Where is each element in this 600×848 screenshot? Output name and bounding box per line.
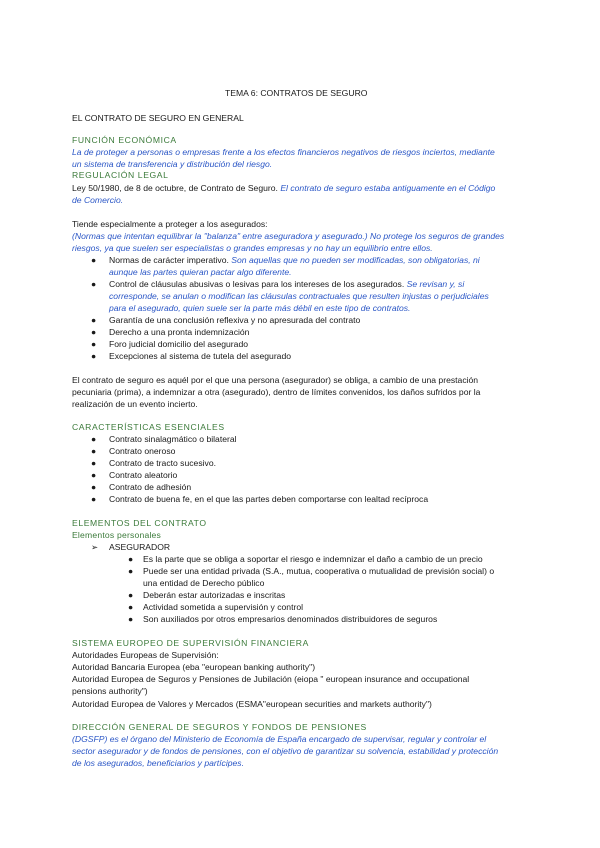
direccion-heading: DIRECCIÓN GENERAL DE SEGUROS Y FONDOS DE PENSIONES	[72, 722, 367, 732]
definicion-line-3: realización de un evento incierto.	[72, 399, 198, 409]
elementos-subheading: Elementos personales	[72, 530, 162, 540]
sistema-line-3: Autoridad Europea de Seguros y Pensiones de Jubilación (eiopa " european insurance and occupational	[72, 674, 470, 684]
bullet-icon: ●	[91, 446, 97, 456]
tiende-heading: Tiende especialmente a proteger a los asegurados:	[72, 219, 268, 229]
bullet-icon: ●	[91, 255, 97, 265]
sistema-line-2: Autoridad Bancaria Europea (eba "european banking authority")	[72, 662, 316, 672]
regulacion-heading: REGULACIÓN LEGAL	[72, 170, 169, 180]
regulacion-note-2: de Comercio.	[72, 195, 124, 205]
bullet-icon: ●	[91, 434, 97, 444]
section-title: EL CONTRATO DE SEGURO EN GENERAL	[72, 113, 244, 123]
tiende-bullet-3: Garantía de una conclusión reflexiva y no apresurada del contrato	[109, 315, 361, 325]
asegurador-item-2b: una entidad de Derecho público	[143, 578, 265, 588]
caracteristica-item: Contrato aleatorio	[109, 470, 178, 480]
bullet-icon: ●	[91, 339, 97, 349]
tiende-note-2: riesgos, ya que suelen ser especialistas o grandes empresas y no hay un equilibrio entre ellos.	[72, 243, 433, 253]
regulacion-note-1: El contrato de seguro estaba antiguamente en el Código	[280, 183, 496, 193]
tiende-note-1: (Normas que intentan equilibrar la "balanza" entre aseguradora y asegurado.) No protege los seguros de grandes	[72, 231, 505, 241]
caracteristica-item: Contrato sinalagmático o bilateral	[109, 434, 237, 444]
tiende-bullet-2-text: Control de cláusulas abusivas o lesivas para los intereses de los asegurados.	[109, 279, 405, 289]
tiende-bullet-1-note: Son aquellas que no pueden ser modificadas, son obligatorias, ni	[231, 255, 480, 265]
bullet-icon: ●	[91, 279, 97, 289]
asegurador-item-5: Son auxiliados por otros empresarios denominados distribuidores de seguros	[143, 614, 438, 624]
caracteristica-item: Contrato de adhesión	[109, 482, 192, 492]
tiende-bullet-4: Derecho a una pronta indemnización	[109, 327, 250, 337]
document-title: TEMA 6: CONTRATOS DE SEGURO	[225, 88, 368, 98]
bullet-icon: ●	[91, 315, 97, 325]
definicion-line-2: pecuniaria (prima), a indemnizar a otra (asegurado), dentro de límites convenidos, los daños sufridos por la	[72, 387, 481, 397]
bullet-icon: ●	[128, 566, 134, 576]
sistema-line-5: Autoridad Europea de Valores y Mercados (ESMA"european securities and markets authority")	[72, 699, 432, 709]
bullet-icon: ●	[128, 590, 134, 600]
caracteristica-item: Contrato oneroso	[109, 446, 176, 456]
tiende-bullet-1-text: Normas de carácter imperativo.	[109, 255, 229, 265]
tiende-bullet-2	[109, 278, 464, 290]
direccion-line-2: sector asegurador y de fondos de pensiones, con el objetivo de garantizar su solvencia, estabilidad y protección	[72, 746, 499, 756]
tiende-bullet-1	[109, 254, 480, 266]
sistema-heading: SISTEMA EUROPEO DE SUPERVISIÓN FINANCIERA	[72, 638, 309, 648]
tiende-bullet-6: Excepciones al sistema de tutela del asegurado	[109, 351, 292, 361]
funcion-heading: FUNCIÓN ECONÓMICA	[72, 135, 177, 145]
tiende-bullet-2-note: Se revisan y, si	[406, 279, 465, 289]
bullet-icon: ●	[91, 482, 97, 492]
bullet-icon: ●	[128, 602, 134, 612]
arrow-icon: ➢	[91, 542, 99, 552]
regulacion-law: Ley 50/1980, de 8 de octubre, de Contrato de Seguro.	[72, 183, 278, 193]
direccion-line-3: de los asegurados, beneficiarios y partícipes.	[72, 758, 244, 768]
funcion-text-2: un sistema de transferencia y distribución del riesgo.	[72, 159, 273, 169]
tiende-bullet-2-note-3: para el asegurado, quien suele ser la parte más débil en este tipo de contratos.	[109, 303, 411, 313]
bullet-icon: ●	[128, 554, 134, 564]
funcion-text-1: La de proteger a personas o empresas frente a los efectos financieros negativos de riesgos inciertos, mediante	[72, 147, 495, 157]
bullet-icon: ●	[128, 614, 134, 624]
sistema-line-4: pensions authority")	[72, 686, 148, 696]
caracteristica-item: Contrato de buena fe, en el que las partes deben comportarse con lealtad recíproca	[109, 494, 429, 504]
sistema-line-1: Autoridades Europeas de Supervisión:	[72, 650, 219, 660]
bullet-icon: ●	[91, 327, 97, 337]
bullet-icon: ●	[91, 494, 97, 504]
elementos-heading: ELEMENTOS DEL CONTRATO	[72, 518, 207, 528]
tiende-bullet-5: Foro judicial domicilio del asegurado	[109, 339, 249, 349]
bullet-icon: ●	[91, 351, 97, 361]
regulacion-line-1	[72, 182, 495, 194]
caracteristica-item: Contrato de tracto sucesivo.	[109, 458, 216, 468]
bullet-icon: ●	[91, 470, 97, 480]
caracteristicas-heading: CARACTERÍSTICAS ESENCIALES	[72, 422, 225, 432]
asegurador-item-4: Actividad sometida a supervisión y control	[143, 602, 304, 612]
tiende-bullet-2-note-2: corresponde, se anulan o modifican las cláusulas contractuales que resulten injustas o perjudiciales	[109, 291, 489, 301]
asegurador-item-3: Deberán estar autorizadas e inscritas	[143, 590, 286, 600]
asegurador-item-1: Es la parte que se obliga a soportar el riesgo e indemnizar el daño a cambio de un precio	[143, 554, 483, 564]
asegurador-label: ASEGURADOR	[109, 542, 171, 552]
asegurador-item-2a: Puede ser una entidad privada (S.A., mutua, cooperativa o mutualidad de previsión social) o	[143, 566, 495, 576]
direccion-line-1: (DGSFP) es el órgano del Ministerio de Economía de España encargado de supervisar, regular y controlar el	[72, 734, 487, 744]
bullet-icon: ●	[91, 458, 97, 468]
tiende-bullet-1-note-2: aunque las partes quieran pactar algo diferente.	[109, 267, 292, 277]
definicion-line-1: El contrato de seguro es aquél por el que una persona (asegurador) se obliga, a cambio de una prestación	[72, 375, 479, 385]
